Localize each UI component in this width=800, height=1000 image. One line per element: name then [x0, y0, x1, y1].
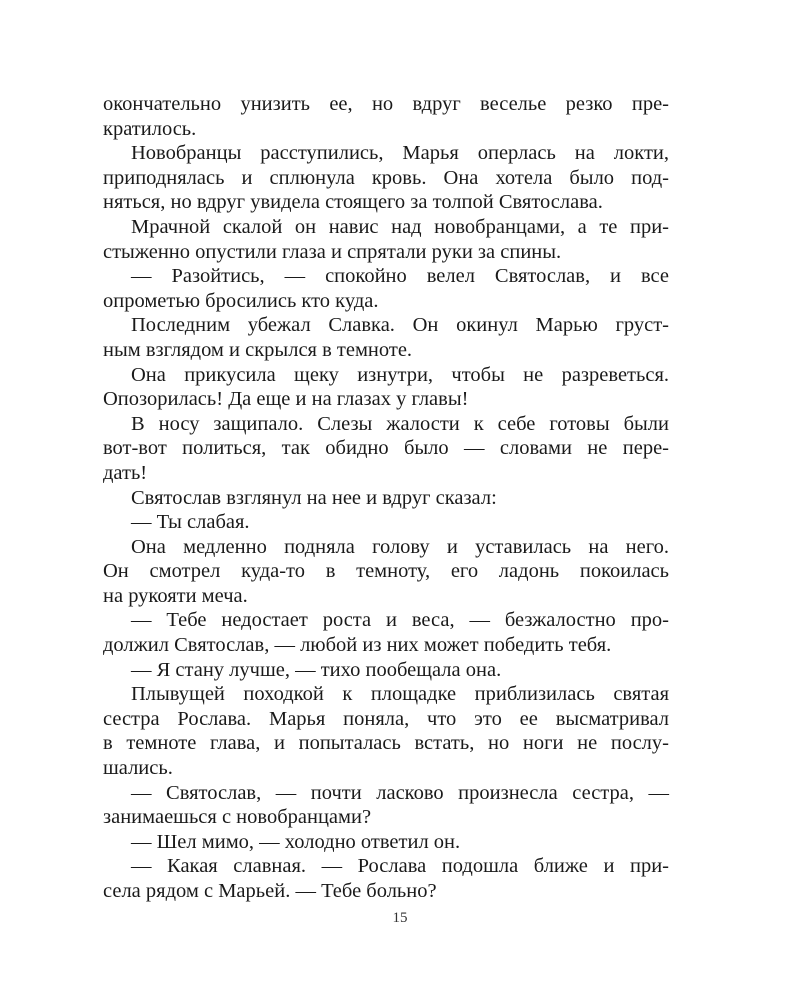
text-line: Опозорилась! Да еще и на глазах у главы! — [103, 388, 469, 411]
text-line: на рукояти меча. — [103, 584, 248, 607]
text-line: приподнялась и сплюнула кровь. Она хотела было под- — [103, 166, 669, 189]
text-line: Она медленно подняла голову и уставилась на него. — [131, 535, 669, 558]
text-line: сестра Рослава. Марья поняла, что это ее высматривал — [103, 707, 669, 730]
text-line: — Ты слабая. — [131, 511, 250, 534]
text-line: в темноте глава, и попыталась встать, но ноги не послу- — [103, 732, 669, 755]
text-line: — Разойтись, — спокойно велел Святослав, и все — [131, 265, 669, 288]
text-line: стыженно опустили глаза и спрятали руки за спины. — [103, 240, 562, 263]
text-line: — Тебе недостает роста и веса, — безжалостно про- — [131, 609, 669, 632]
text-line: вот-вот политься, так обидно было — словами не пере- — [103, 437, 669, 460]
text-line: окончательно унизить ее, но вдруг веселье резко пре- — [103, 93, 669, 115]
text-line: Он смотрел куда-то в темноту, его ладонь покоилась — [103, 560, 669, 583]
text-line: дать! — [103, 461, 148, 484]
body-text — [103, 92, 669, 904]
text-line: Мрачной скалой он навис над новобранцами, а те при- — [131, 215, 669, 238]
text-line: кратилось. — [103, 117, 197, 140]
text-line: ным взглядом и скрылся в темноте. — [103, 338, 413, 361]
text-line: села рядом с Марьей. — Тебе больно? — [103, 880, 437, 902]
text-line: няться, но вдруг увидела стоящего за толпой Святослава. — [103, 191, 603, 214]
text-line: Новобранцы расступились, Марья оперлась на локти, — [131, 142, 669, 165]
text-line: — Святослав, — почти ласково произнесла сестра, — — [131, 781, 669, 804]
text-line: шались. — [103, 757, 173, 780]
text-line: — Я стану лучше, — тихо пообещала она. — [131, 658, 502, 681]
text-line: Святослав взглянул на нее и вдруг сказал: — [131, 486, 497, 509]
text-line: занимаешься с новобранцами? — [103, 806, 372, 829]
text-line: опрометью бросились кто куда. — [103, 289, 379, 312]
text-line: Она прикусила щеку изнутри, чтобы не разреветься. — [131, 363, 669, 386]
text-line: Последним убежал Славка. Он окинул Марью груст- — [131, 314, 669, 337]
text-line: В носу защипало. Слезы жалости к себе готовы были — [131, 412, 669, 435]
text-line: — Шел мимо, — холодно ответил он. — [131, 830, 461, 853]
text-line: должил Святослав, — любой из них может победить тебя. — [103, 634, 612, 657]
text-line: Плывущей походкой к площадке приблизилась святая — [131, 683, 669, 706]
text-line: — Какая славная. — Рослава подошла ближе и при- — [131, 855, 669, 878]
page-number: 15 — [392, 910, 408, 926]
